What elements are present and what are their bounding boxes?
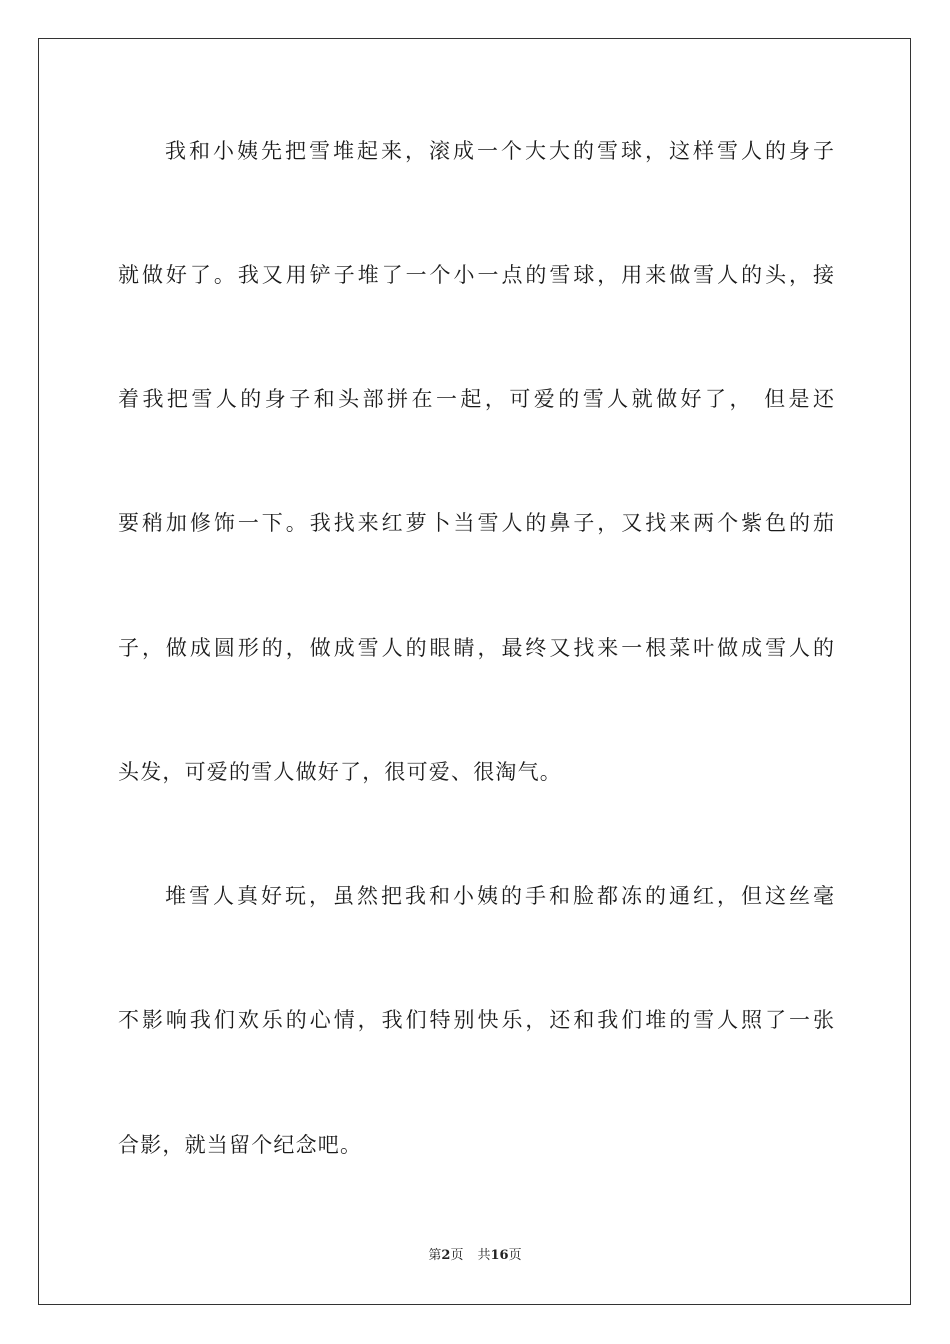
paragraph-line: 就做好了。我又用铲子堆了一个小一点的雪球，用来做雪人的头，接 bbox=[118, 263, 834, 287]
paragraph-line: 合影，就当留个纪念吧。 bbox=[118, 1133, 363, 1157]
paragraph-line: 我和小姨先把雪堆起来，滚成一个大大的雪球，这样雪人的身子 bbox=[165, 139, 834, 163]
total-pages: 16 bbox=[490, 1248, 509, 1263]
total-label-suffix: 页 bbox=[508, 1248, 522, 1263]
total-label-prefix: 共 bbox=[477, 1248, 491, 1263]
page-border bbox=[38, 38, 911, 1305]
page-label-suffix: 页 bbox=[450, 1248, 464, 1263]
paragraph-line: 子，做成圆形的，做成雪人的眼睛，最终又找来一根菜叶做成雪人的 bbox=[118, 636, 834, 660]
page-label-prefix: 第 bbox=[428, 1248, 442, 1263]
page-footer bbox=[0, 1247, 950, 1265]
paragraph-line: 要稍加修饰一下。我找来红萝卜当雪人的鼻子，又找来两个紫色的茄 bbox=[118, 511, 834, 535]
paragraph-line: 着我把雪人的身子和头部拼在一起，可爱的雪人就做好了， 但是还 bbox=[118, 387, 834, 411]
page-number: 2 bbox=[441, 1248, 451, 1263]
paragraph-line: 不影响我们欢乐的心情，我们特别快乐，还和我们堆的雪人照了一张 bbox=[118, 1008, 834, 1032]
paragraph-line: 堆雪人真好玩，虽然把我和小姨的手和脸都冻的通红，但这丝毫 bbox=[165, 884, 834, 908]
paragraph-line: 头发，可爱的雪人做好了，很可爱、很淘气。 bbox=[118, 760, 562, 784]
